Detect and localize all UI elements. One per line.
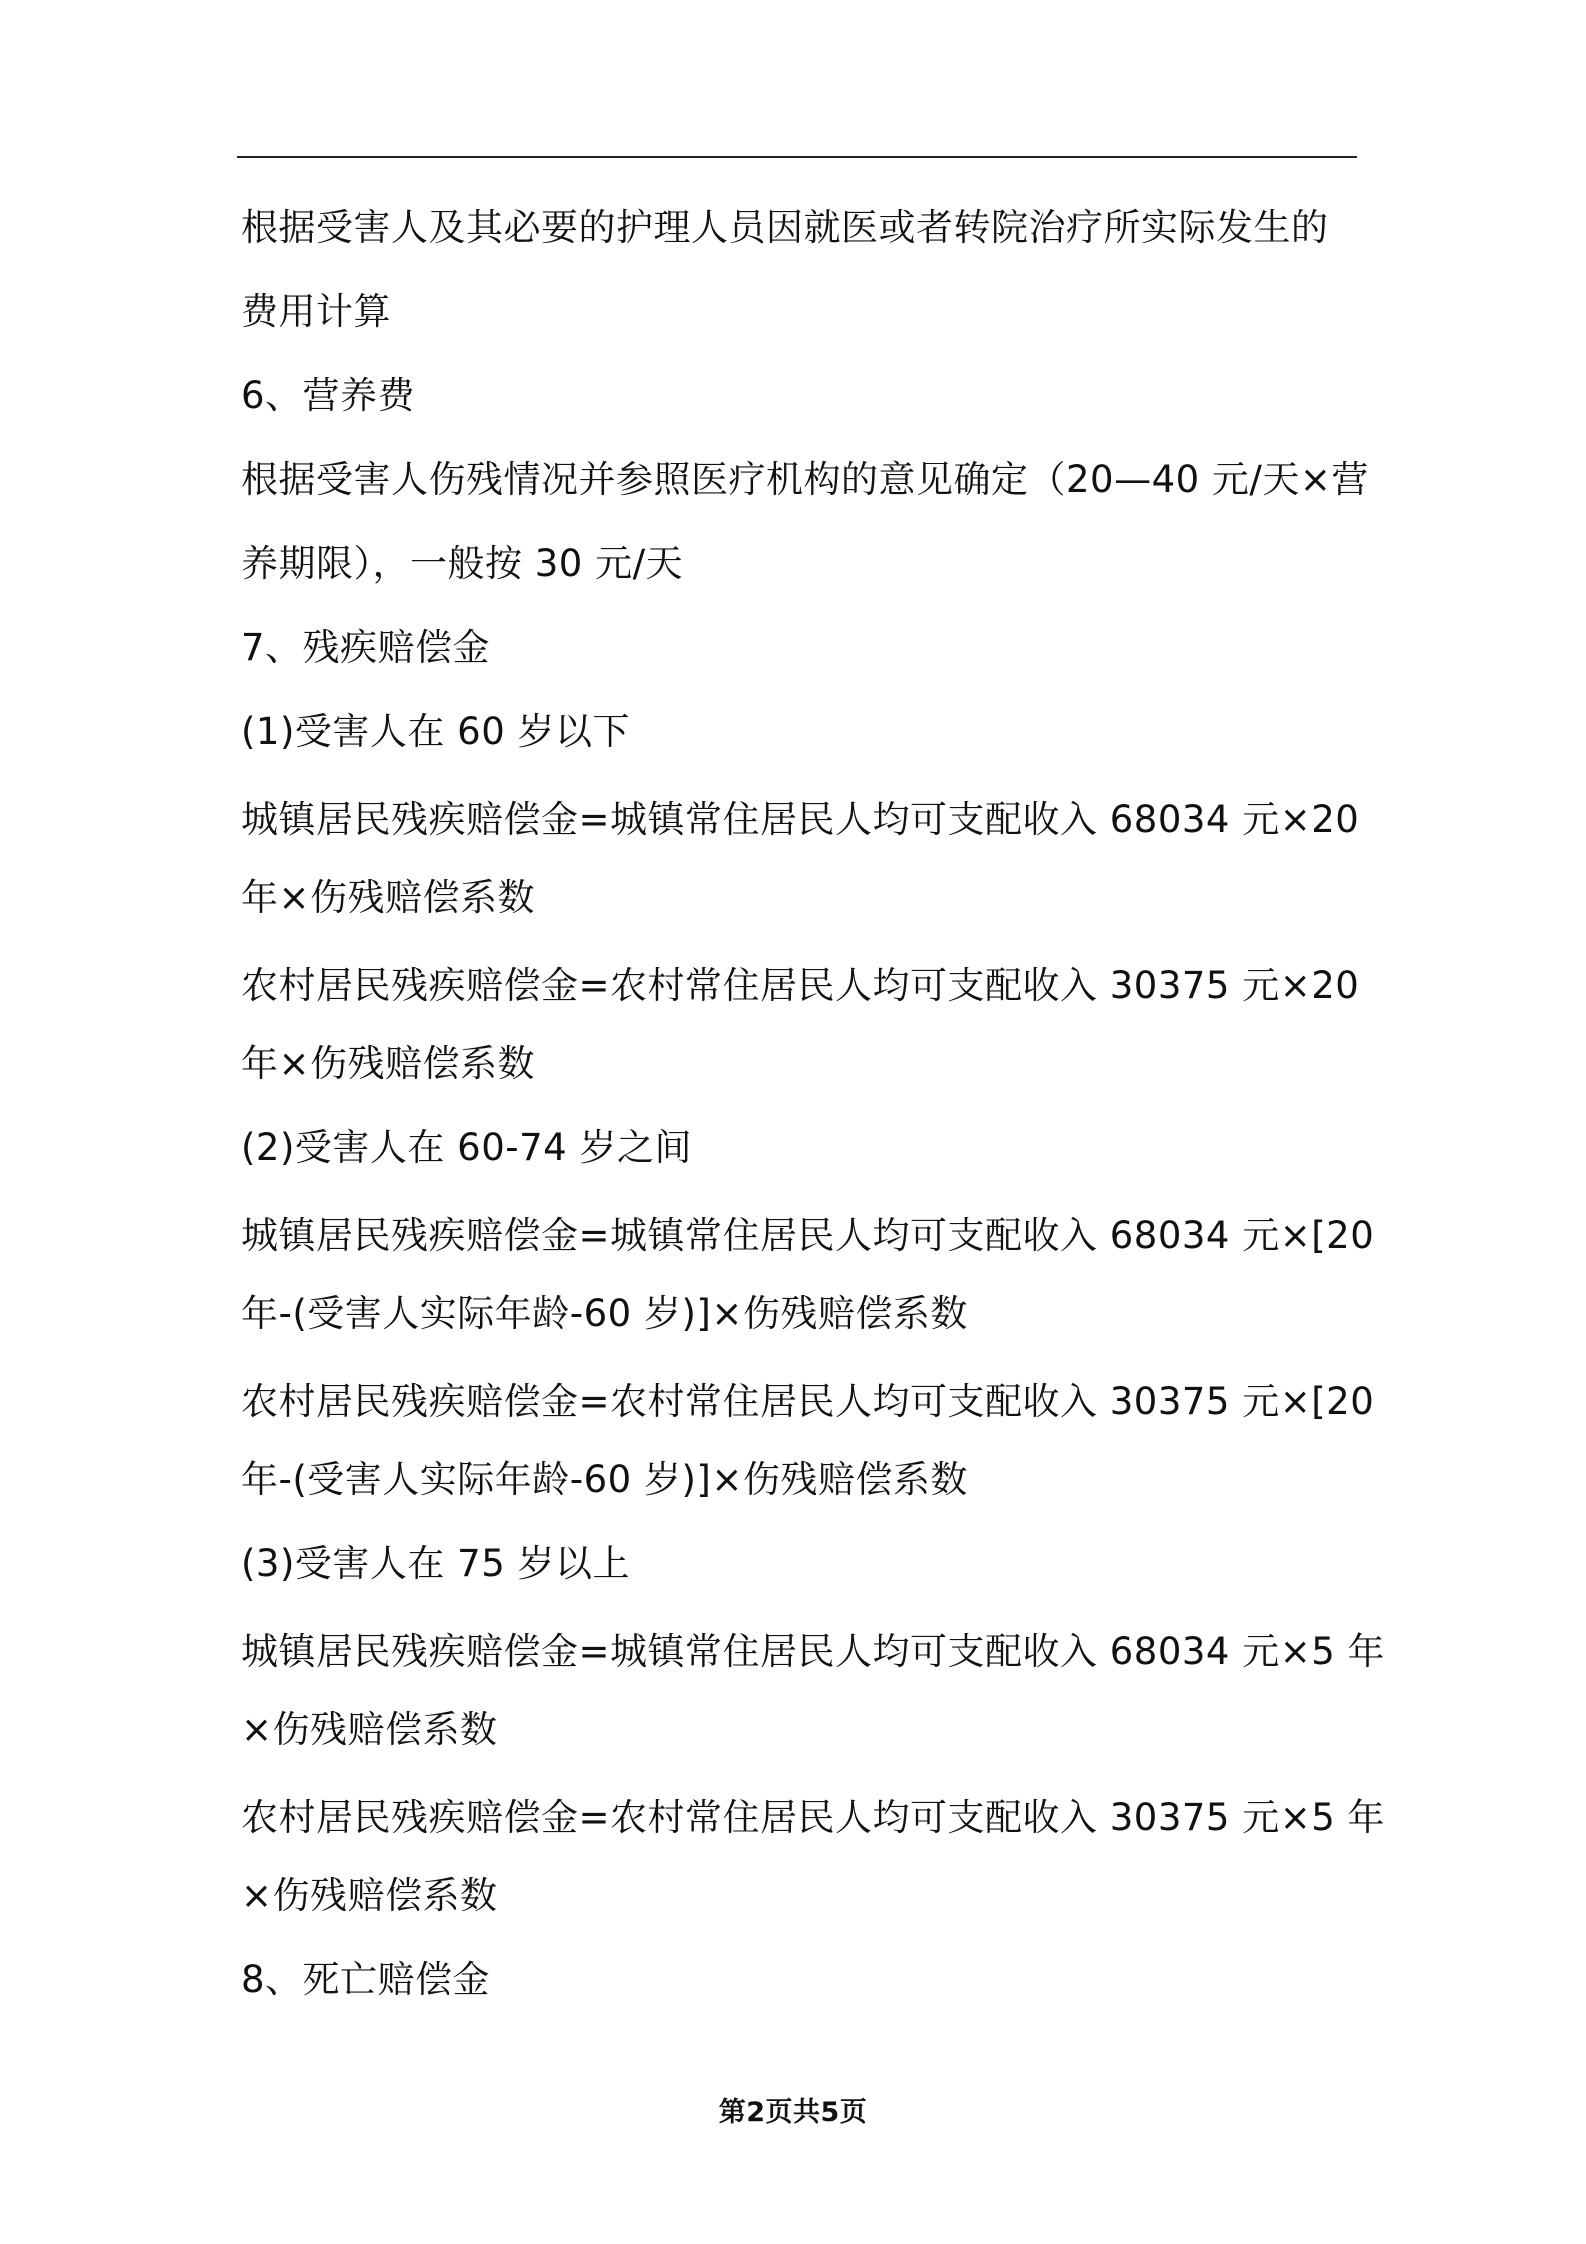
text-line: 年-(受害人实际年龄-60 岁)]×伤残赔偿系数	[241, 1458, 968, 1501]
text-line: 根据受害人及其必要的护理人员因就医或者转院治疗所实际发生的	[241, 206, 1329, 249]
text-line: 农村居民残疾赔偿金=农村常住居民人均可支配收入 30375 元×5 年	[241, 1796, 1386, 1839]
text-line: 农村居民残疾赔偿金=农村常住居民人均可支配收入 30375 元×[20	[241, 1380, 1375, 1423]
subsection-heading: (1)受害人在 60 岁以下	[241, 710, 631, 753]
subsection-heading: (3)受害人在 75 岁以上	[241, 1542, 631, 1585]
section-heading: 8、死亡赔偿金	[241, 1958, 491, 2001]
section-heading: 6、营养费	[241, 374, 416, 417]
text-line: 城镇居民残疾赔偿金=城镇常住居民人均可支配收入 68034 元×[20	[241, 1214, 1375, 1257]
subsection-heading: (2)受害人在 60-74 岁之间	[241, 1126, 692, 1169]
text-line: 城镇居民残疾赔偿金=城镇常住居民人均可支配收入 68034 元×5 年	[241, 1630, 1386, 1673]
text-line: 根据受害人伤残情况并参照医疗机构的意见确定（20—40 元/天×营	[241, 458, 1369, 501]
text-line: 年×伤残赔偿系数	[241, 1042, 536, 1085]
text-line: ×伤残赔偿系数	[241, 1874, 498, 1917]
text-line: 费用计算	[241, 290, 391, 333]
text-line: 年-(受害人实际年龄-60 岁)]×伤残赔偿系数	[241, 1292, 968, 1335]
section-heading: 7、残疾赔偿金	[241, 626, 491, 669]
text-line: ×伤残赔偿系数	[241, 1708, 498, 1751]
text-line: 养期限），一般按 30 元/天	[241, 542, 684, 585]
text-line: 城镇居民残疾赔偿金=城镇常住居民人均可支配收入 68034 元×20	[241, 798, 1360, 841]
page-number-footer: 第2页共5页	[718, 2097, 868, 2128]
header-rule	[237, 156, 1357, 158]
text-line: 农村居民残疾赔偿金=农村常住居民人均可支配收入 30375 元×20	[241, 964, 1360, 1007]
text-line: 年×伤残赔偿系数	[241, 876, 536, 919]
